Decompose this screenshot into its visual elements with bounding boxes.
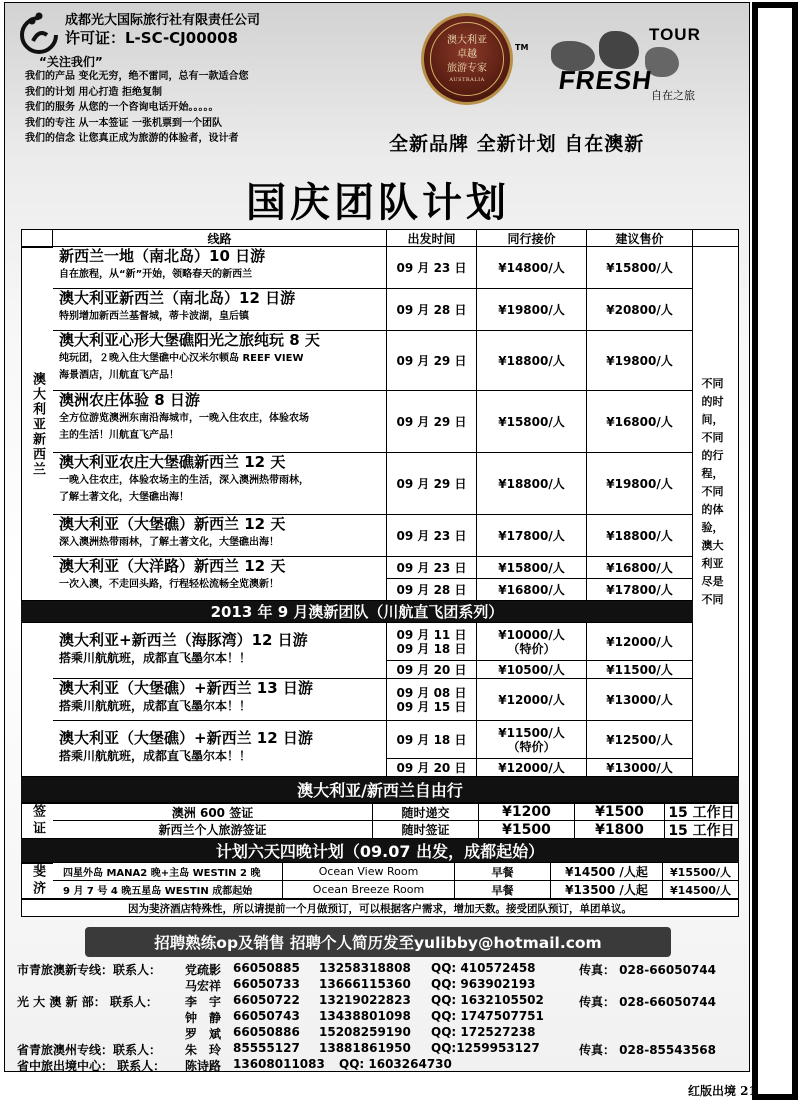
tour-retail-price: ¥18800/人 xyxy=(587,515,693,557)
fiji-retail-price: ¥15500/人 xyxy=(663,863,739,881)
fiji-label: 斐济 xyxy=(21,863,54,899)
tour-title: 澳大利亚+新西兰（海豚湾）12 日游 xyxy=(59,631,308,649)
sept-tour-row xyxy=(53,721,387,777)
tour-date: 09 月 18 日 xyxy=(396,641,467,656)
tour-trade-group xyxy=(477,721,587,759)
tour-retail-price: ¥12000/人 xyxy=(587,623,693,661)
tour-row xyxy=(53,289,387,331)
contact-fax: 传真： 028-66050744 xyxy=(579,963,717,977)
tour-trade-price: ¥14800/人 xyxy=(477,247,587,289)
visa-retail-price: ¥1800 xyxy=(575,821,665,839)
tour-retail-price: ¥13000/人 xyxy=(587,679,693,721)
main-title: 国庆团队计划 xyxy=(246,180,510,226)
contact-mobile: 13881861950 xyxy=(319,1041,411,1055)
tour-desc: 全方位游览澳洲东南沿海城市，一晚入住农庄，体验农场 xyxy=(59,413,309,424)
tour-title: 澳大利亚心形大堡礁阳光之旅纯玩 8 天 xyxy=(59,331,320,349)
contact-dept: 光 大 澳 新 部： 联系人： xyxy=(17,995,158,1009)
visa-processing-time: 15 工作日 xyxy=(665,821,739,839)
contact-qq: QQ: 1747507751 xyxy=(431,1009,544,1023)
sept-tour-row xyxy=(53,623,387,679)
fresh-tour-logo xyxy=(549,25,709,111)
tour-desc: 纯玩团，２晚入住大堡礁中心汉米尔顿岛 REEF VIEW xyxy=(59,353,304,364)
tour-date: 09 月 29 日 xyxy=(387,453,477,515)
contact-dept: 省中旅出境中心： 联系人： xyxy=(17,1059,166,1072)
tour-title: 澳大利亚（大洋路）新西兰 12 天 xyxy=(59,557,286,575)
tour-date: 09 月 28 日 xyxy=(387,289,477,331)
fiji-booking-note: 因为斐济酒店特殊性，所以请提前一个月做预订，可以根据客户需求，增加天数。接受团队预订，单团单议。 xyxy=(21,899,739,917)
contact-dept: 市青旅澳新专线：联系人： xyxy=(17,963,162,977)
tour-date-group xyxy=(387,623,477,661)
tour-row xyxy=(53,391,387,453)
tour-title: 澳大利亚农庄大堡礁新西兰 12 天 xyxy=(59,453,286,471)
tour-desc: 海景酒店，川航直飞产品！ xyxy=(59,370,179,381)
tour-desc: 搭乘川航航班，成都直飞墨尔本！！ xyxy=(59,651,252,665)
tour-trade-price: ¥17800/人 xyxy=(477,515,587,557)
tour-retail-price: ¥19800/人 xyxy=(587,331,693,391)
tour-row xyxy=(53,453,387,515)
tour-retail-price: ¥16800/人 xyxy=(587,391,693,453)
tour-trade-price: ¥15800/人 xyxy=(477,557,587,579)
contact-mobile: 13438801098 xyxy=(319,1009,411,1023)
tour-desc: 了解土著文化，大堡礁出海！ xyxy=(59,492,189,503)
visa-processing-time: 15 工作日 xyxy=(665,803,739,821)
tour-date-group xyxy=(387,679,477,721)
contact-name: 罗 斌 xyxy=(185,1027,222,1041)
seal-small-text: AUSTRALIA xyxy=(449,77,485,83)
license-number: 许可证：L-SC-CJ00008 xyxy=(65,29,238,47)
tour-trade-price: ¥16800/人 xyxy=(477,579,587,601)
tour-trade-price: ¥10000/人 xyxy=(498,627,565,642)
tour-date: 09 月 15 日 xyxy=(396,699,467,714)
fiji-room-type: Ocean Breeze Room xyxy=(283,881,455,899)
tour-desc: 搭乘川航航班，成都直飞墨尔本！！ xyxy=(59,699,252,713)
contact-fax: 传真： 028-66050744 xyxy=(579,995,717,1009)
contact-name: 马宏祥 xyxy=(185,979,222,993)
sept-section-band: 2013 年 9 月澳新团队（川航直飞团系列） xyxy=(21,601,693,623)
visa-label: 签证 xyxy=(21,803,54,839)
tour-date: 09 月 23 日 xyxy=(387,247,477,289)
contact-qq: QQ: 410572458 xyxy=(431,961,536,975)
fiji-plan-band: 计划六天四晚计划（09.07 出发，成都起始） xyxy=(21,839,739,863)
tour-trade-price: ¥19800/人 xyxy=(477,289,587,331)
visa-trade-price: ¥1200 xyxy=(479,803,575,821)
tour-title: 澳大利亚（大堡礁）+新西兰 12 日游 xyxy=(59,729,313,747)
tour-retail-price: ¥15800/人 xyxy=(587,247,693,289)
contact-qq: QQ: 1632105502 xyxy=(431,993,544,1007)
contact-name: 朱 玲 xyxy=(185,1043,222,1057)
slogan-line: 我们的计划 用心打造 拒绝复制 xyxy=(25,86,162,98)
visa-method: 随时递交 xyxy=(373,803,479,821)
fresh-logo-word: FRESH xyxy=(556,65,655,95)
company-logo-icon xyxy=(19,11,59,55)
tour-trade-group xyxy=(477,623,587,661)
contact-fax: 传真： 028-85543568 xyxy=(579,1043,717,1057)
tour-date: 09 月 18 日 xyxy=(387,721,477,759)
contact-mobile: 15208259190 xyxy=(319,1025,411,1039)
company-name: 成都光大国际旅行社有限责任公司 xyxy=(65,13,261,28)
tour-retail-price: ¥16800/人 xyxy=(587,557,693,579)
tour-trade-price: ¥11500/人 xyxy=(498,725,565,740)
tour-date: 09 月 11 日 xyxy=(396,627,467,642)
contact-qq: QQ: 963902193 xyxy=(431,977,536,991)
tour-trade-price: ¥15800/人 xyxy=(477,391,587,453)
contact-name: 党疏影 xyxy=(185,963,222,977)
tour-retail-price: ¥11500/人 xyxy=(587,661,693,679)
slogan-line: 我们的专注 从一本签证 一张机票到一个团队 xyxy=(25,117,222,129)
tour-desc: 一次入澳，不走回头路，行程轻松流畅全览澳新！ xyxy=(59,579,279,590)
free-travel-band: 澳大利亚/新西兰自由行 xyxy=(21,777,739,803)
australia-expert-seal xyxy=(421,13,513,105)
tour-date: 09 月 29 日 xyxy=(387,331,477,391)
follow-us-title: “关注我们” xyxy=(39,55,103,69)
tour-desc: 主的生活！川航直飞产品！ xyxy=(59,430,179,441)
contact-qq: QQ: 1603264730 xyxy=(339,1057,452,1071)
fiji-trade-price: ¥13500 /人起 xyxy=(551,881,663,899)
slogan-list xyxy=(25,69,365,147)
contact-name: 李 宇 xyxy=(185,995,222,1009)
seal-line: 澳大利亚 xyxy=(447,35,487,46)
tour-title: 澳大利亚（大堡礁）新西兰 12 天 xyxy=(59,515,286,533)
tour-row xyxy=(53,515,387,557)
tour-desc: 深入澳洲热带雨林，了解土著文化，大堡礁出海！ xyxy=(59,537,279,548)
trademark-mark: TM xyxy=(515,43,529,52)
visa-method: 随时签证 xyxy=(373,821,479,839)
tour-date: 09 月 23 日 xyxy=(387,515,477,557)
contact-phone: 66050743 xyxy=(233,1009,300,1023)
tour-trade-price: ¥18800/人 xyxy=(477,331,587,391)
contact-qq: QQ: 172527238 xyxy=(431,1025,536,1039)
slogan-line: 我们的产品 变化无穷，绝不雷同，总有一款适合您 xyxy=(25,71,249,82)
contact-phone: 66050733 xyxy=(233,977,300,991)
slogan-line: 我们的服务 从您的一个咨询电话开始。。。。。 xyxy=(25,102,219,113)
tour-retail-price: ¥19800/人 xyxy=(587,453,693,515)
tour-row xyxy=(53,557,387,601)
tour-title: 新西兰一地（南北岛）10 日游 xyxy=(59,247,266,265)
contact-phone: 85555127 xyxy=(233,1041,300,1055)
contact-row xyxy=(17,993,747,1009)
fiji-meal: 早餐 xyxy=(455,881,551,899)
contact-phone: 13608011083 xyxy=(233,1057,325,1071)
sept-tour-row xyxy=(53,679,387,721)
tour-title: 澳洲农庄体验 8 日游 xyxy=(59,391,200,409)
header-trade-price: 同行接价 xyxy=(477,229,587,247)
contact-row xyxy=(17,1057,747,1072)
tour-date: 09 月 29 日 xyxy=(387,391,477,453)
seal-line: 卓越 xyxy=(457,49,477,60)
tour-date: 09 月 08 日 xyxy=(396,685,467,700)
special-price-note: （特价） xyxy=(507,739,556,754)
contact-row xyxy=(17,1009,747,1025)
tour-desc: 搭乘川航航班，成都直飞墨尔本！！ xyxy=(59,749,252,763)
tour-retail-price: ¥17800/人 xyxy=(587,579,693,601)
recruitment-banner: 招聘熟练op及销售 招聘个人简历发至yulibby@hotmail.com xyxy=(85,927,671,957)
contact-mobile: 13219022823 xyxy=(319,993,411,1007)
fiji-package-desc: 9 月 7 号 4 晚五星岛 WESTIN 成都起始 xyxy=(53,881,283,899)
slogan-line: 我们的信念 让您真正成为旅游的体验者，设计者 xyxy=(25,133,239,144)
fiji-trade-price: ¥14500 /人起 xyxy=(551,863,663,881)
tour-title: 澳大利亚新西兰（南北岛）12 日游 xyxy=(59,289,296,307)
tour-retail-price: ¥20800/人 xyxy=(587,289,693,331)
visa-trade-price: ¥1500 xyxy=(479,821,575,839)
tour-desc: 一晚入住农庄，体验农场主的生活，深入澳洲热带雨林， xyxy=(59,475,309,486)
tour-retail-price: ¥13000/人 xyxy=(587,759,693,777)
contact-name: 钟 静 xyxy=(185,1011,222,1025)
contact-mobile: 13666115360 xyxy=(319,977,411,991)
visa-name: 澳洲 600 签证 xyxy=(53,803,373,821)
contact-phone: 66050722 xyxy=(233,993,300,1007)
visa-name: 新西兰个人旅游签证 xyxy=(53,821,373,839)
header-depart: 出发时间 xyxy=(387,229,477,247)
note-column: 不同的时间，不同的行程，不同的体验，澳大利亚尽是不同 xyxy=(693,247,739,777)
special-price-note: （特价） xyxy=(507,641,556,656)
fiji-package-desc: 四星外岛 MANA2 晚+主岛 WESTIN 2 晚 xyxy=(53,863,283,881)
contact-phone: 66050886 xyxy=(233,1025,300,1039)
tour-date: 09 月 20 日 xyxy=(387,759,477,777)
fiji-meal: 早餐 xyxy=(455,863,551,881)
fiji-room-type: Ocean View Room xyxy=(283,863,455,881)
fresh-logo-tour: TOUR xyxy=(649,25,701,44)
contact-phone: 66050885 xyxy=(233,961,300,975)
tour-date: 09 月 20 日 xyxy=(387,661,477,679)
brand-tagline: 全新品牌 全新计划 自在澳新 xyxy=(389,133,645,155)
contact-mobile: 13258318808 xyxy=(319,961,411,975)
tour-trade-price: ¥18800/人 xyxy=(477,453,587,515)
tour-desc: 特别增加新西兰基督城，蒂卡波湖，皇后镇 xyxy=(59,311,249,322)
flyer-sheet xyxy=(4,2,750,1072)
contact-dept: 省青旅澳州专线：联系人： xyxy=(17,1043,162,1057)
tour-trade-price: ¥12000/人 xyxy=(477,679,587,721)
fresh-logo-subtitle: 自在之旅 xyxy=(651,89,695,102)
contact-row xyxy=(17,1025,747,1041)
tour-date: 09 月 23 日 xyxy=(387,557,477,579)
region-label: 澳大利亚新西兰 xyxy=(21,247,54,601)
contact-row xyxy=(17,977,747,993)
right-margin-strip xyxy=(752,2,798,1100)
contact-qq: QQ:1259953127 xyxy=(431,1041,540,1055)
tour-trade-price: ¥10500/人 xyxy=(477,661,587,679)
contact-row xyxy=(17,961,747,977)
tour-retail-price: ¥12500/人 xyxy=(587,721,693,759)
tour-row xyxy=(53,247,387,289)
contact-name: 陈诗路 xyxy=(185,1059,222,1072)
page-footer: 红版出境 21 xyxy=(688,1084,757,1098)
tour-row xyxy=(53,331,387,391)
fiji-retail-price: ¥14500/人 xyxy=(663,881,739,899)
seal-line: 旅游专家 xyxy=(447,63,487,74)
tour-title: 澳大利亚（大堡礁）+新西兰 13 日游 xyxy=(59,679,313,697)
header-retail-price: 建议售价 xyxy=(587,229,693,247)
contact-row xyxy=(17,1041,747,1057)
header-route: 线路 xyxy=(53,229,387,247)
tour-date: 09 月 28 日 xyxy=(387,579,477,601)
visa-retail-price: ¥1500 xyxy=(575,803,665,821)
tour-desc: 自在旅程，从“新”开始，领略春天的新西兰 xyxy=(59,269,253,280)
tour-trade-price: ¥12000/人 xyxy=(477,759,587,777)
